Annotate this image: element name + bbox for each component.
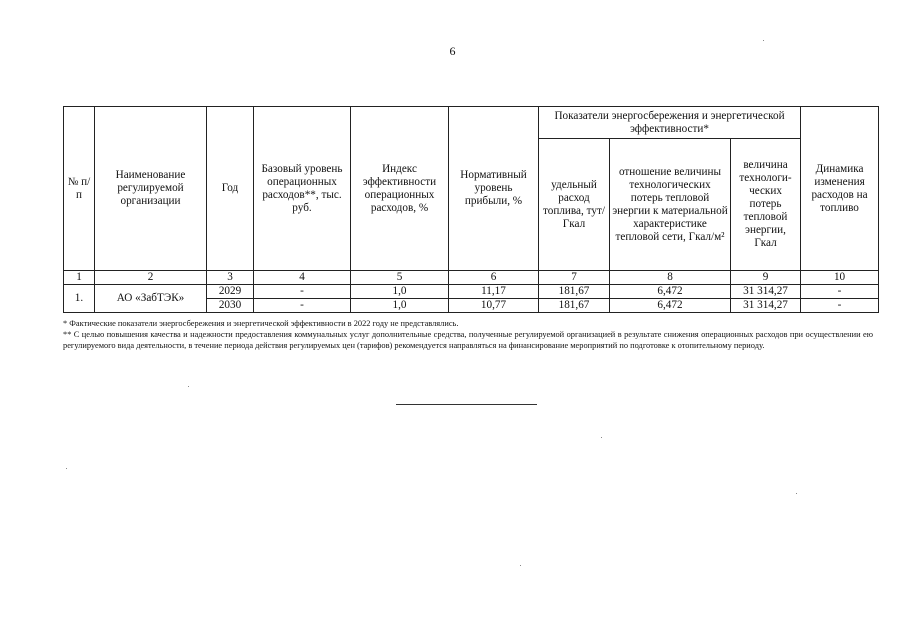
column-number: 5	[351, 271, 449, 285]
column-number: 10	[801, 271, 879, 285]
header-loss-ratio: отношение величины технологических потерь тепловой энергии к материальной характеристике тепловой сети, Гкал/м²	[610, 139, 731, 271]
loss-ratio-cell: 6,472	[610, 285, 731, 299]
profit-level-cell: 10,77	[449, 299, 539, 313]
scan-speck	[66, 468, 67, 469]
column-number: 2	[95, 271, 207, 285]
scan-speck	[601, 437, 602, 438]
page-number: 6	[449, 44, 456, 58]
org-number: 1.	[64, 285, 95, 313]
closing-rule	[396, 404, 537, 405]
fuel-dynamics-cell: -	[801, 299, 879, 313]
column-numbers-row	[64, 271, 879, 285]
losses-cell: 31 314,27	[731, 285, 801, 299]
scan-speck	[763, 40, 764, 41]
base-opex-cell: -	[254, 299, 351, 313]
fuel-rate-cell: 181,67	[539, 285, 610, 299]
year-cell: 2030	[207, 299, 254, 313]
base-opex-cell: -	[254, 285, 351, 299]
column-number: 3	[207, 271, 254, 285]
fuel-dynamics-cell: -	[801, 285, 879, 299]
header-energy-indicators: Показатели энергосбережения и энергетической эффективности*	[539, 107, 801, 139]
header-organization: Наименование регулируемой организации	[95, 107, 207, 271]
scan-speck	[520, 565, 521, 566]
header-year: Год	[207, 107, 254, 271]
header-fuel-rate: удельный расход топлива, тут/Гкал	[539, 139, 610, 271]
scan-speck	[796, 493, 797, 494]
header-row-number: № п/п	[64, 107, 95, 271]
efficiency-index-cell: 1,0	[351, 285, 449, 299]
efficiency-index-cell: 1,0	[351, 299, 449, 313]
footnote-operating-costs: ** С целью повышения качества и надежности предоставления коммунальных услуг дополнительные средства, полученные регулируемой организацией в результате снижения операционных расходов при осуществлении ею регулируемого вида деятельности, в течение периода действия регулируемых цен (тарифов) рекомендуется направляться на финансирование мероприятий по подготовке к отопительному периоду.	[63, 330, 873, 350]
column-number: 9	[731, 271, 801, 285]
header-losses: величина технологи-ческих потерь тепловой энергии, Гкал	[731, 139, 801, 271]
column-number: 7	[539, 271, 610, 285]
fuel-rate-cell: 181,67	[539, 299, 610, 313]
column-number: 6	[449, 271, 539, 285]
column-number: 1	[64, 271, 95, 285]
header-base-opex: Базовый уровень операционных расходов**, тыс. руб.	[254, 107, 351, 271]
footnote-energy-indicators: * Фактические показатели энергосбережения и энергетической эффективности в 2022 году не представлялись.	[63, 319, 459, 328]
footnotes	[63, 318, 873, 351]
header-efficiency-index: Индекс эффективности операционных расходов, %	[351, 107, 449, 271]
loss-ratio-cell: 6,472	[610, 299, 731, 313]
profit-level-cell: 11,17	[449, 285, 539, 299]
column-number: 4	[254, 271, 351, 285]
header-fuel-dynamics: Динамика изменения расходов на топливо	[801, 107, 879, 271]
column-number: 8	[610, 271, 731, 285]
tariff-table	[63, 106, 879, 313]
org-name: АО «ЗабТЭК»	[95, 285, 207, 313]
header-profit-level: Нормативный уровень прибыли, %	[449, 107, 539, 271]
losses-cell: 31 314,27	[731, 299, 801, 313]
scan-speck	[188, 386, 189, 387]
table-row	[64, 285, 879, 299]
year-cell: 2029	[207, 285, 254, 299]
